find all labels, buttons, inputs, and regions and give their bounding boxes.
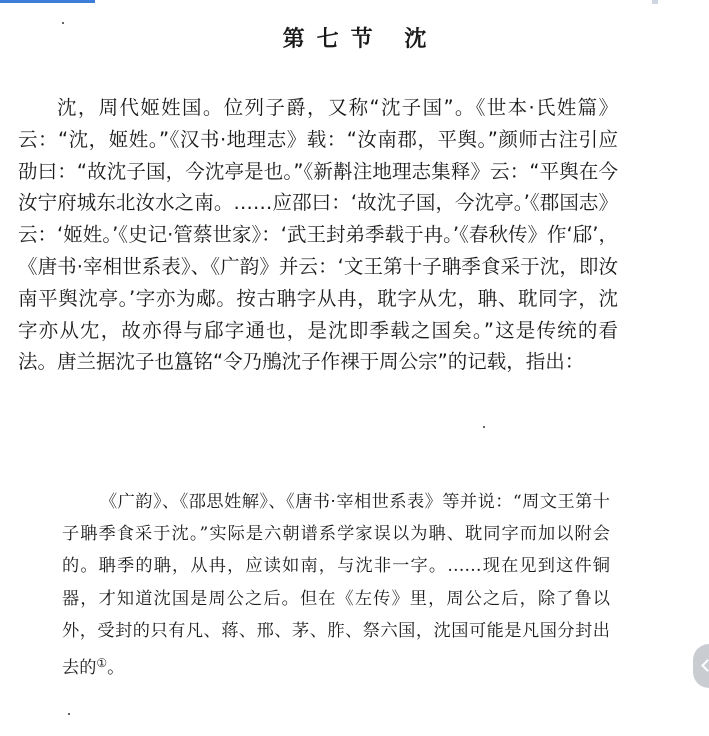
block-quote <box>62 486 610 684</box>
block-quote-text: 《广韵》、《邵思姓解》、《唐书·宰相世系表》等并说：“周文王第十子聃季食采于沈。”实际是六朝谱系学家误以为聃、耽同字而加以附会的。聃季的聃，从冉，应读如南，与沈非一字。……现在见到这件铜器，才知道沈国是周公之后。但在《左传》里，周公之后，除了鲁以外，受封的只有凡、蒋、邢、茅、胙、祭六国，沈国可能是凡国分封出去的 <box>62 492 610 679</box>
body-paragraph: 沈，周代姬姓国。位列子爵，又称“沈子国”。《世本·氏姓篇》云：“沈，姬姓。”《汉书·地理志》载：“汝南郡，平舆。”颜师古注引应劭曰：“故沈子国，今沈亭是也。”《新斠注地理志集释》云：“平舆在今汝宁府城东北汝水之南。……应邵曰：‘故沈子国，今沈亭。’《郡国志》云：‘姬姓。’《史记·管蔡世家》：‘武王封弟季载于冉。’《春秋传》作‘郈’，《唐书·宰相世系表》、《广韵》并云：‘文王第十子聃季食采于沈，即汝南平舆沈亭。’字亦为郕。按古聃字从冉，耽字从冘，聃、耽同字，沈字亦从冘，故亦得与郈字通也，是沈即季载之国矣。”这是传统的看法。唐兰据沈子也簋铭“令乃鴅沈子作裸于周公宗”的记载，指出： <box>18 96 618 374</box>
scan-speck <box>483 426 485 428</box>
footnote-marker[interactable]: ① <box>96 656 108 671</box>
section-title: 第七节 沈 <box>282 27 439 52</box>
block-quote-tail: 。 <box>107 658 125 679</box>
scroll-up-button[interactable] <box>693 644 709 688</box>
scan-speck <box>68 713 70 715</box>
window-edge-mark <box>652 0 658 4</box>
top-accent-bar <box>0 0 95 3</box>
